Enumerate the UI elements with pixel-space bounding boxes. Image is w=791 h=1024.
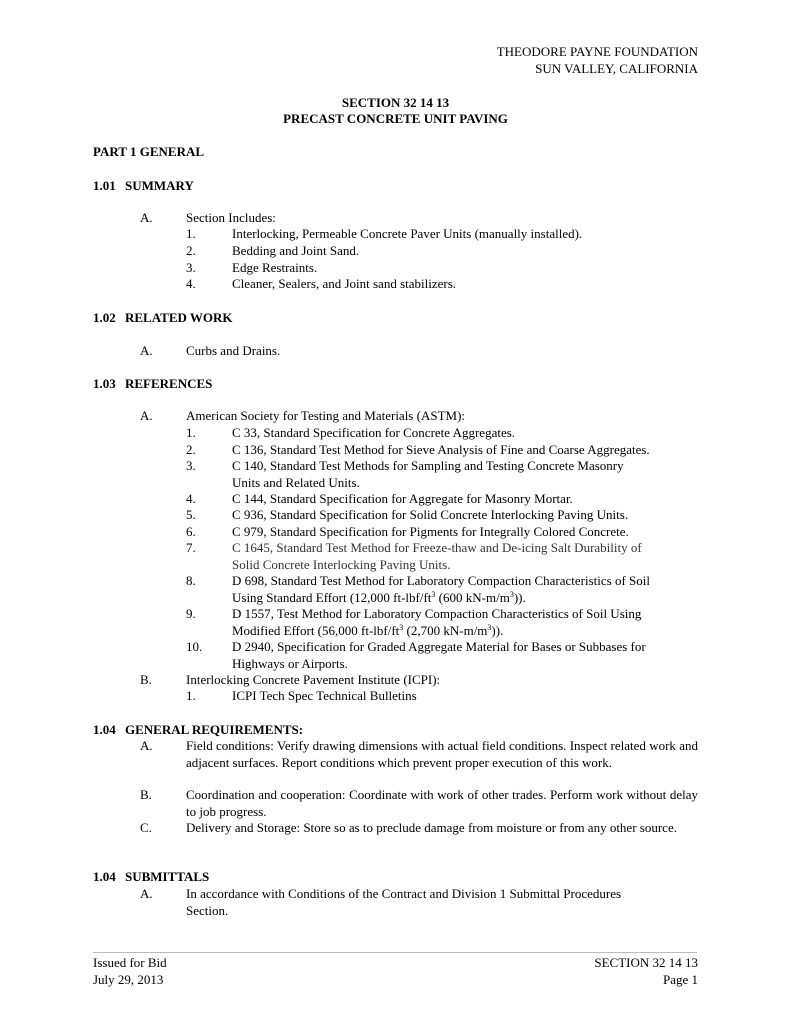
superscript: 3 <box>509 589 514 599</box>
item-text: Bedding and Joint Sand. <box>232 243 360 258</box>
item-text-line: Highways or Airports. <box>232 655 348 671</box>
header-location: SUN VALLEY, CALIFORNIA <box>535 61 698 76</box>
item-text: C 144, Standard Specification for Aggregate for Masonry Mortar. <box>232 491 573 506</box>
heading-1-04-submittals <box>93 869 209 886</box>
item-text: Section Includes: <box>186 210 276 225</box>
item-text: C 979, Standard Specification for Pigments for Integrally Colored Concrete. <box>232 524 629 539</box>
item-text-line: C 140, Standard Test Methods for Sampling and Testing Concrete Masonry <box>232 458 624 473</box>
item-number: 8. <box>186 573 196 588</box>
item-text: C 936, Standard Specification for Solid Concrete Interlocking Paving Units. <box>232 507 629 522</box>
heading-1-02 <box>93 310 233 327</box>
item-text-line: )). <box>491 622 504 638</box>
item-label: A. <box>140 408 153 423</box>
item-label: B. <box>140 672 152 687</box>
part-heading: PART 1 GENERAL <box>93 144 205 159</box>
item-text <box>232 573 697 606</box>
item-text <box>232 540 697 573</box>
heading-number: 1.01 <box>93 178 116 193</box>
item-number: 2. <box>186 442 196 457</box>
page-header <box>497 44 698 78</box>
item-text-line: D 1557, Test Method for Laboratory Compaction Characteristics of Soil Using <box>232 606 642 621</box>
item-number: 2. <box>186 243 196 258</box>
item-label: C. <box>140 820 152 835</box>
item-text-line: Units and Related Units. <box>232 474 360 490</box>
heading-number: 1.02 <box>93 310 116 325</box>
item-text-line: D 2940, Specification for Graded Aggregate Material for Bases or Subbases for <box>232 639 646 654</box>
item-text: C 33, Standard Specification for Concrete Aggregates. <box>232 425 516 440</box>
item-number: 6. <box>186 524 196 539</box>
item-label: A. <box>140 886 153 901</box>
item-number: 1. <box>186 425 196 440</box>
item-text: In accordance with Conditions of the Contract and Division 1 Submittal Procedures Section. <box>186 886 622 918</box>
item-text: ICPI Tech Spec Technical Bulletins <box>232 688 417 703</box>
item-text: Interlocking Concrete Pavement Institute (ICPI): <box>186 672 441 687</box>
item-text: Edge Restraints. <box>232 260 318 275</box>
heading-text: GENERAL REQUIREMENTS: <box>125 722 304 737</box>
superscript: 3 <box>399 622 404 632</box>
item-text: Cleaner, Sealers, and Joint sand stabilizers. <box>232 276 457 291</box>
item-number: 1. <box>186 688 196 703</box>
item-text-line: C 1645, Standard Test Method for Freeze-thaw and De-icing Salt Durability of <box>232 540 642 555</box>
footer-page-number: Page 1 <box>662 972 698 987</box>
heading-1-04-general <box>93 722 303 739</box>
item-label: A. <box>140 210 153 225</box>
item-text: Delivery and Storage: Store so as to preclude damage from moisture or from any other source. <box>186 820 677 835</box>
item-text-line: )). <box>513 589 526 605</box>
item-text: American Society for Testing and Materials (ASTM): <box>186 408 466 423</box>
heading-number: 1.04 <box>93 722 116 737</box>
item-text: C 136, Standard Test Method for Sieve Analysis of Fine and Coarse Aggregates. <box>232 442 650 457</box>
superscript: 3 <box>487 622 492 632</box>
footer-status: Issued for Bid <box>93 955 167 970</box>
item-text <box>232 458 697 491</box>
heading-number: 1.04 <box>93 869 116 884</box>
item-text-line: (600 kN-m/m <box>435 589 510 605</box>
item-number: 4. <box>186 491 196 506</box>
heading-text: SUBMITTALS <box>125 869 210 884</box>
item-text-line: Solid Concrete Interlocking Paving Units. <box>232 556 451 572</box>
item-text: Coordination and cooperation: Coordinate with work of other trades. Perform work without delay to job progress. <box>186 787 698 819</box>
superscript: 3 <box>431 589 436 599</box>
item-text-line: (2,700 kN-m/m <box>403 622 488 638</box>
item-text-line: Using Standard Effort (12,000 ft-lbf/ft <box>232 589 432 605</box>
item-number: 7. <box>186 540 196 555</box>
heading-1-01 <box>93 178 194 195</box>
item-label: B. <box>140 787 152 802</box>
item-number: 5. <box>186 507 196 522</box>
footer-left <box>93 955 167 989</box>
footer-divider <box>93 952 697 953</box>
footer-date: July 29, 2013 <box>93 972 164 987</box>
item-number: 4. <box>186 276 196 291</box>
item-text-line: Modified Effort (56,000 ft-lbf/ft <box>232 622 400 638</box>
footer-right <box>594 955 698 989</box>
item-text: Field conditions: Verify drawing dimensions with actual field conditions. Inspect related work and adjacent surfaces. Report conditions which prevent proper execution of this work. <box>186 738 698 770</box>
item-number: 3. <box>186 458 196 473</box>
item-number: 3. <box>186 260 196 275</box>
section-name-title: PRECAST CONCRETE UNIT PAVING <box>283 111 508 126</box>
item-number: 1. <box>186 226 196 241</box>
heading-text: RELATED WORK <box>125 310 233 325</box>
heading-1-03 <box>93 376 212 393</box>
item-text-line: D 698, Standard Test Method for Laboratory Compaction Characteristics of Soil <box>232 573 651 588</box>
item-label: A. <box>140 343 153 358</box>
item-text: Interlocking, Permeable Concrete Paver Units (manually installed). <box>232 226 583 241</box>
heading-text: SUMMARY <box>125 178 194 193</box>
heading-text: REFERENCES <box>125 376 213 391</box>
section-number-title: SECTION 32 14 13 <box>341 95 450 110</box>
item-label: A. <box>140 738 153 753</box>
item-text: Curbs and Drains. <box>186 343 281 358</box>
header-org: THEODORE PAYNE FOUNDATION <box>496 44 698 59</box>
item-number: 10. <box>186 639 203 654</box>
item-text <box>232 639 697 672</box>
heading-number: 1.03 <box>93 376 116 391</box>
footer-section: SECTION 32 14 13 <box>594 955 698 970</box>
item-text <box>232 606 697 639</box>
item-number: 9. <box>186 606 196 621</box>
